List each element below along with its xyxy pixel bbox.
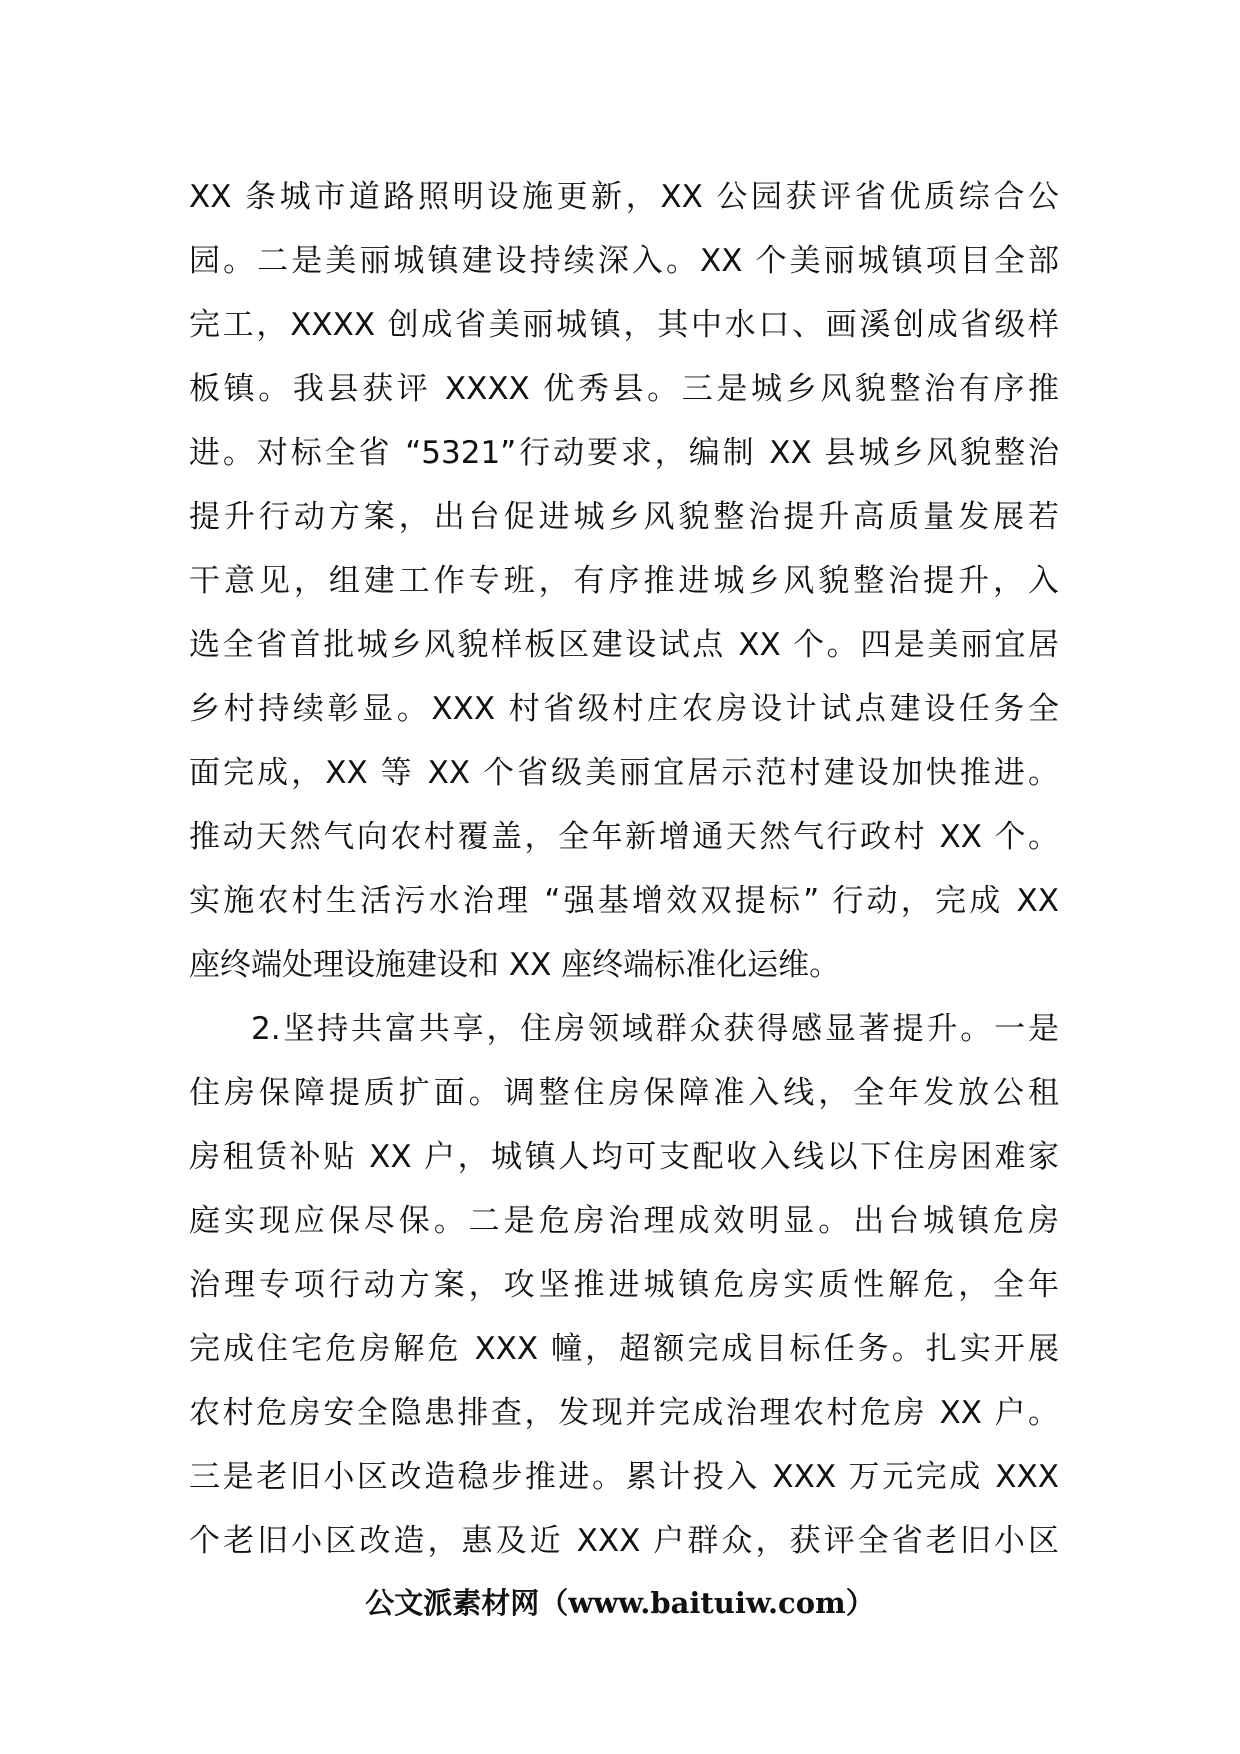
text-line: 庭实现应保尽保。二是危房治理成效明显。出台城镇危房 xyxy=(189,1203,1059,1239)
text-line: 选全省首批城乡风貌样板区建设试点 XX 个。四是美丽宜居 xyxy=(189,627,1059,663)
text-line: 治理专项行动方案，攻坚推进城镇危房实质性解危，全年 xyxy=(189,1267,1059,1303)
text-line: 农村危房安全隐患排查，发现并完成治理农村危房 XX 户。 xyxy=(189,1395,1059,1431)
text-line: 完成住宅危房解危 XXX 幢，超额完成目标任务。扎实开展 xyxy=(189,1331,1059,1367)
text-line: 个老旧小区改造，惠及近 XXX 户群众，获评全省老旧小区 xyxy=(189,1523,1059,1559)
text-line: 座终端处理设施建设和 XX 座终端标准化运维。 xyxy=(189,947,841,983)
paragraph-start-line: 2.坚持共富共享，住房领域群众获得感显著提升。一是 xyxy=(251,1011,1059,1047)
text-line: 三是老旧小区改造稳步推进。累计投入 XXX 万元完成 XXX xyxy=(189,1459,1059,1495)
footer-watermark: 公文派素材网（www.baituiw.com） xyxy=(365,1586,875,1620)
body-text xyxy=(189,165,1059,1573)
text-line: 推动天然气向农村覆盖，全年新增通天然气行政村 XX 个。 xyxy=(189,819,1059,855)
text-line: 住房保障提质扩面。调整住房保障准入线，全年发放公租 xyxy=(189,1075,1059,1111)
text-line: 实施农村生活污水治理 “强基增效双提标” 行动，完成 XX xyxy=(189,883,1059,919)
text-line: 面完成，XX 等 XX 个省级美丽宜居示范村建设加快推进。 xyxy=(189,755,1059,791)
text-line: 板镇。我县获评 XXXX 优秀县。三是城乡风貌整治有序推 xyxy=(189,371,1059,407)
text-line: 园。二是美丽城镇建设持续深入。XX 个美丽城镇项目全部 xyxy=(189,243,1059,279)
text-line: 干意见，组建工作专班，有序推进城乡风貌整治提升，入 xyxy=(189,563,1059,599)
text-line: 房租赁补贴 XX 户，城镇人均可支配收入线以下住房困难家 xyxy=(189,1139,1059,1175)
text-line: 乡村持续彰显。XXX 村省级村庄农房设计试点建设任务全 xyxy=(189,691,1059,727)
text-line: XX 条城市道路照明设施更新，XX 公园获评省优质综合公 xyxy=(189,179,1059,215)
text-line: 完工，XXXX 创成省美丽城镇，其中水口、画溪创成省级样 xyxy=(189,307,1059,343)
text-line: 进。对标全省 “5321”行动要求，编制 XX 县城乡风貌整治 xyxy=(189,435,1059,471)
text-line: 提升行动方案，出台促进城乡风貌整治提升高质量发展若 xyxy=(189,499,1059,535)
